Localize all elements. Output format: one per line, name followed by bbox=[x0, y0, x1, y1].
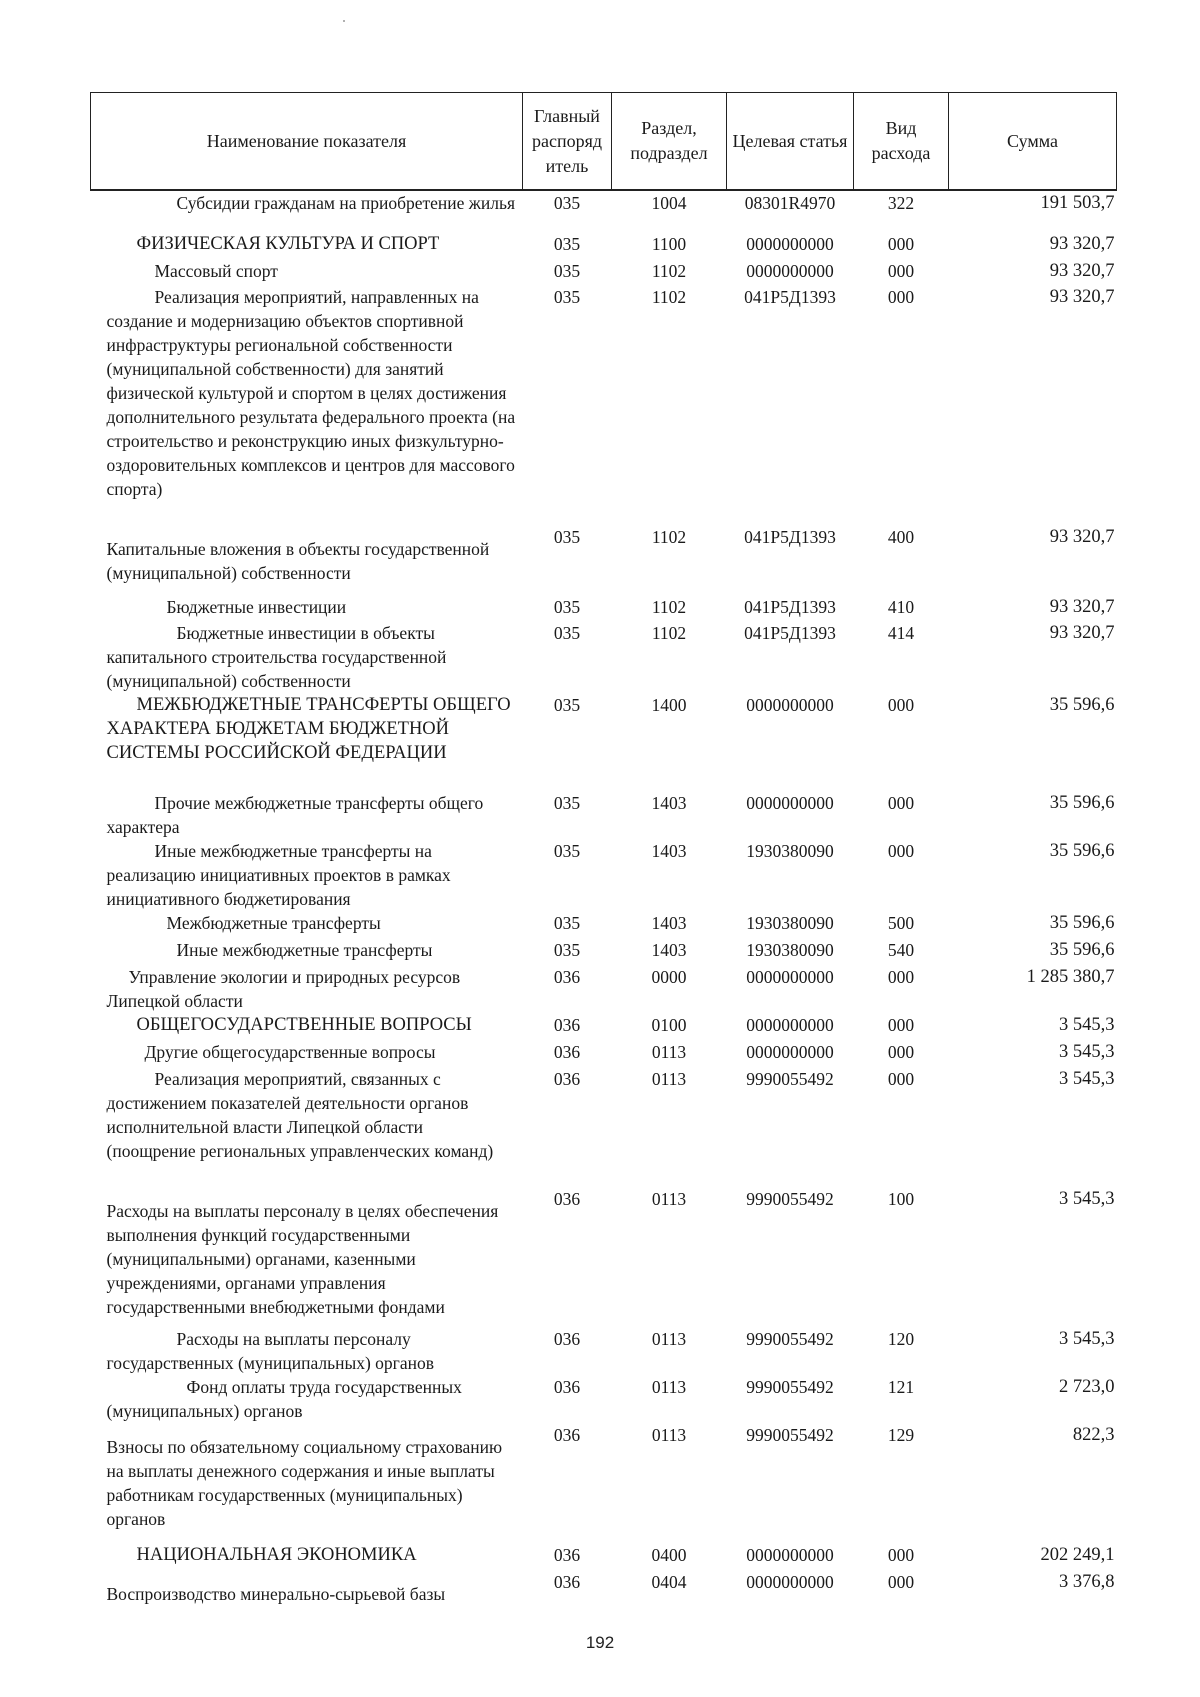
row-expense-type: 000 bbox=[887, 1572, 915, 1592]
row-expense-type: 000 bbox=[887, 1015, 915, 1035]
header-target-article: Целевая статья bbox=[727, 93, 854, 191]
row-target-article: 0000000000 bbox=[746, 261, 834, 281]
row-expense-type: 540 bbox=[887, 940, 915, 960]
row-name: ФИЗИЧЕСКАЯ КУЛЬТУРА И СПОРТ bbox=[136, 234, 440, 254]
header-expense-type: Вид расхода bbox=[854, 93, 949, 191]
row-chief-manager: 035 bbox=[553, 287, 581, 307]
row-amount: 1 285 380,7 bbox=[1026, 967, 1115, 987]
row-name: ОБЩЕГОСУДАРСТВЕННЫЕ ВОПРОСЫ bbox=[136, 1015, 472, 1035]
table-row bbox=[91, 190, 1117, 232]
scan-speck bbox=[343, 20, 345, 22]
row-target-article: 9990055492 bbox=[746, 1425, 834, 1445]
row-chief-manager: 036 bbox=[553, 967, 581, 987]
table-row bbox=[91, 285, 1117, 525]
row-expense-type: 100 bbox=[887, 1189, 915, 1209]
row-section: 1102 bbox=[651, 623, 687, 643]
row-amount: 202 249,1 bbox=[1040, 1545, 1115, 1565]
row-section: 0113 bbox=[651, 1069, 687, 1089]
row-target-article: 1930380090 bbox=[746, 940, 834, 960]
row-chief-manager: 035 bbox=[553, 261, 581, 281]
row-expense-type: 414 bbox=[887, 623, 915, 643]
row-amount: 2 723,0 bbox=[1059, 1377, 1115, 1397]
row-section: 1102 bbox=[651, 287, 687, 307]
row-expense-type: 000 bbox=[887, 1042, 915, 1062]
row-target-article: 0000000000 bbox=[746, 1572, 834, 1592]
row-name: Бюджетные инвестиции bbox=[166, 597, 347, 617]
row-name-text: Капитальные вложения в объекты государственной (муниципальной) собственности bbox=[106, 539, 490, 583]
row-chief-manager: 036 bbox=[553, 1189, 581, 1209]
table-row bbox=[91, 1067, 1117, 1187]
row-expense-type: 121 bbox=[887, 1377, 915, 1397]
row-expense-type: 400 bbox=[887, 527, 915, 547]
row-chief-manager: 036 bbox=[553, 1425, 581, 1445]
table-row bbox=[91, 1543, 1117, 1570]
row-name: Реализация мероприятий, направленных на создание и модернизацию объектов спортивной инфраструктуры региональной собственности (муниципальной собственности) для занятий физической культурой и спортом в целях достижения дополнительного результата федерального проекта (на строительство и реконструкцию иных физкультурно-оздоровительных комплексов и центров для массового спорта) bbox=[106, 287, 516, 499]
row-amount: 3 545,3 bbox=[1059, 1329, 1115, 1349]
row-amount: 3 545,3 bbox=[1059, 1069, 1115, 1089]
row-chief-manager: 035 bbox=[553, 623, 581, 643]
row-section: 1403 bbox=[651, 793, 687, 813]
table-row bbox=[91, 1570, 1117, 1610]
page-number: 192 bbox=[585, 1633, 615, 1652]
row-chief-manager: 035 bbox=[553, 793, 581, 813]
row-name: Управление экологии и природных ресурсов Липецкой области bbox=[106, 967, 461, 1011]
row-expense-type: 000 bbox=[887, 793, 915, 813]
row-target-article: 0000000000 bbox=[746, 695, 834, 715]
row-chief-manager: 035 bbox=[553, 695, 581, 715]
row-section: 1100 bbox=[651, 234, 687, 254]
row-amount: 93 320,7 bbox=[1049, 623, 1115, 643]
row-name bbox=[91, 1570, 523, 1610]
row-name bbox=[91, 525, 523, 595]
row-name: Реализация мероприятий, связанных с достижением показателей деятельности органов исполнительной власти Липецкой области (поощрение региональных управленческих команд) bbox=[106, 1069, 494, 1161]
table-row bbox=[91, 965, 1117, 1013]
row-chief-manager: 036 bbox=[553, 1069, 581, 1089]
header-amount: Сумма bbox=[949, 93, 1117, 191]
row-chief-manager: 036 bbox=[553, 1572, 581, 1592]
row-name: Межбюджетные трансферты bbox=[166, 913, 381, 933]
row-name bbox=[91, 1423, 523, 1543]
row-target-article: 041Р5Д1393 bbox=[744, 527, 836, 547]
row-name: Другие общегосударственные вопросы bbox=[144, 1042, 436, 1062]
row-expense-type: 000 bbox=[887, 695, 915, 715]
row-section: 0113 bbox=[651, 1042, 687, 1062]
row-name bbox=[91, 1187, 523, 1327]
row-expense-type: 000 bbox=[887, 287, 915, 307]
header-name: Наименование показателя bbox=[91, 93, 523, 191]
row-target-article: 0000000000 bbox=[746, 234, 834, 254]
row-expense-type: 129 bbox=[887, 1425, 915, 1445]
row-amount: 35 596,6 bbox=[1049, 695, 1115, 715]
row-section: 0404 bbox=[651, 1572, 687, 1592]
row-chief-manager: 036 bbox=[553, 1042, 581, 1062]
row-expense-type: 000 bbox=[887, 234, 915, 254]
table-row bbox=[91, 1013, 1117, 1040]
row-expense-type: 410 bbox=[887, 597, 915, 617]
table-row bbox=[91, 1327, 1117, 1375]
header-chief-manager: Главный распоряд итель bbox=[523, 93, 612, 191]
row-expense-type: 000 bbox=[887, 841, 915, 861]
row-amount: 3 545,3 bbox=[1059, 1015, 1115, 1035]
row-expense-type: 000 bbox=[887, 1545, 915, 1565]
row-section: 1400 bbox=[651, 695, 687, 715]
row-target-article: 041Р5Д1393 bbox=[744, 287, 836, 307]
row-amount: 3 376,8 bbox=[1059, 1572, 1115, 1592]
row-amount: 35 596,6 bbox=[1049, 793, 1115, 813]
row-chief-manager: 035 bbox=[553, 527, 581, 547]
row-target-article: 041Р5Д1393 bbox=[744, 597, 836, 617]
row-section: 1403 bbox=[651, 940, 687, 960]
table-row bbox=[91, 1423, 1117, 1543]
row-name: Иные межбюджетные трансферты на реализацию инициативных проектов в рамках инициативного бюджетирования bbox=[106, 841, 451, 909]
row-section: 1102 bbox=[651, 527, 687, 547]
row-chief-manager: 036 bbox=[553, 1329, 581, 1349]
row-amount: 3 545,3 bbox=[1059, 1189, 1115, 1209]
row-amount: 93 320,7 bbox=[1049, 261, 1115, 281]
row-chief-manager: 035 bbox=[553, 841, 581, 861]
table-row bbox=[91, 791, 1117, 839]
row-amount: 93 320,7 bbox=[1049, 597, 1115, 617]
row-target-article: 9990055492 bbox=[746, 1377, 834, 1397]
row-name: Прочие межбюджетные трансферты общего характера bbox=[106, 793, 484, 837]
row-name: Иные межбюджетные трансферты bbox=[176, 940, 433, 960]
row-amount: 822,3 bbox=[1072, 1425, 1115, 1445]
row-expense-type: 500 bbox=[887, 913, 915, 933]
row-target-article: 08301R4970 bbox=[744, 193, 836, 213]
row-target-article: 0000000000 bbox=[746, 1015, 834, 1035]
table-row bbox=[91, 232, 1117, 259]
row-chief-manager: 036 bbox=[553, 1545, 581, 1565]
row-name: Фонд оплаты труда государственных (муниципальных) органов bbox=[106, 1377, 462, 1421]
row-target-article: 0000000000 bbox=[746, 793, 834, 813]
row-chief-manager: 035 bbox=[553, 940, 581, 960]
row-target-article: 9990055492 bbox=[746, 1329, 834, 1349]
row-amount: 3 545,3 bbox=[1059, 1042, 1115, 1062]
row-name: Массовый спорт bbox=[154, 261, 278, 281]
table-row bbox=[91, 525, 1117, 595]
row-section: 1102 bbox=[651, 597, 687, 617]
table-row bbox=[91, 1375, 1117, 1423]
table-row bbox=[91, 621, 1117, 693]
row-expense-type: 120 bbox=[887, 1329, 915, 1349]
row-amount: 191 503,7 bbox=[1040, 193, 1115, 213]
row-target-article: 9990055492 bbox=[746, 1189, 834, 1209]
row-section: 0113 bbox=[651, 1189, 687, 1209]
row-target-article: 0000000000 bbox=[746, 967, 834, 987]
row-amount: 93 320,7 bbox=[1049, 287, 1115, 307]
row-name: Бюджетные инвестиции в объекты капитального строительства государственной (муниципальной) собственности bbox=[106, 623, 447, 691]
table-row bbox=[91, 839, 1117, 911]
row-expense-type: 322 bbox=[887, 193, 915, 213]
row-name: Субсидии гражданам на приобретение жилья bbox=[176, 193, 516, 213]
table-header-row bbox=[91, 93, 1117, 191]
row-name-text: Взносы по обязательному социальному страхованию на выплаты денежного содержания и иные выплаты работникам государственных (муниципальных) органов bbox=[106, 1437, 503, 1529]
budget-table bbox=[90, 92, 1117, 1610]
row-chief-manager: 036 bbox=[553, 1377, 581, 1397]
row-section: 1004 bbox=[651, 193, 687, 213]
table-row bbox=[91, 1040, 1117, 1067]
row-amount: 93 320,7 bbox=[1049, 527, 1115, 547]
row-section: 0000 bbox=[651, 967, 687, 987]
row-amount: 35 596,6 bbox=[1049, 913, 1115, 933]
row-chief-manager: 035 bbox=[553, 234, 581, 254]
row-expense-type: 000 bbox=[887, 261, 915, 281]
row-chief-manager: 036 bbox=[553, 1015, 581, 1035]
table-row bbox=[91, 259, 1117, 285]
row-chief-manager: 035 bbox=[553, 193, 581, 213]
row-target-article: 9990055492 bbox=[746, 1069, 834, 1089]
row-target-article: 0000000000 bbox=[746, 1042, 834, 1062]
row-section: 0113 bbox=[651, 1329, 687, 1349]
row-section: 1403 bbox=[651, 841, 687, 861]
row-name-text: Расходы на выплаты персоналу в целях обеспечения выполнения функций государственными (муниципальными) органами, казенными учреждениями, органами управления государственными внебюджетными фондами bbox=[106, 1201, 499, 1317]
row-name: Расходы на выплаты персоналу государственных (муниципальных) органов bbox=[106, 1329, 435, 1373]
row-section: 0400 bbox=[651, 1545, 687, 1565]
row-section: 1102 bbox=[651, 261, 687, 281]
row-chief-manager: 035 bbox=[553, 597, 581, 617]
row-chief-manager: 035 bbox=[553, 913, 581, 933]
row-amount: 93 320,7 bbox=[1049, 234, 1115, 254]
row-target-article: 1930380090 bbox=[746, 913, 834, 933]
row-name: МЕЖБЮДЖЕТНЫЕ ТРАНСФЕРТЫ ОБЩЕГО ХАРАКТЕРА БЮДЖЕТАМ БЮДЖЕТНОЙ СИСТЕМЫ РОССИЙСКОЙ ФЕДЕРАЦИИ bbox=[106, 695, 511, 763]
row-target-article: 0000000000 bbox=[746, 1545, 834, 1565]
table-row bbox=[91, 911, 1117, 938]
header-section: Раздел, подраздел bbox=[612, 93, 727, 191]
row-amount: 35 596,6 bbox=[1049, 940, 1115, 960]
row-expense-type: 000 bbox=[887, 1069, 915, 1089]
table-row bbox=[91, 595, 1117, 621]
table-row bbox=[91, 693, 1117, 791]
row-target-article: 1930380090 bbox=[746, 841, 834, 861]
row-amount: 35 596,6 bbox=[1049, 841, 1115, 861]
row-name-text: Воспроизводство минерально-сырьевой базы bbox=[106, 1584, 446, 1604]
table-row bbox=[91, 1187, 1117, 1327]
row-expense-type: 000 bbox=[887, 967, 915, 987]
row-section: 0113 bbox=[651, 1377, 687, 1397]
row-section: 1403 bbox=[651, 913, 687, 933]
row-target-article: 041Р5Д1393 bbox=[744, 623, 836, 643]
row-name: НАЦИОНАЛЬНАЯ ЭКОНОМИКА bbox=[136, 1545, 417, 1565]
table-row bbox=[91, 938, 1117, 965]
row-section: 0113 bbox=[651, 1425, 687, 1445]
row-section: 0100 bbox=[651, 1015, 687, 1035]
